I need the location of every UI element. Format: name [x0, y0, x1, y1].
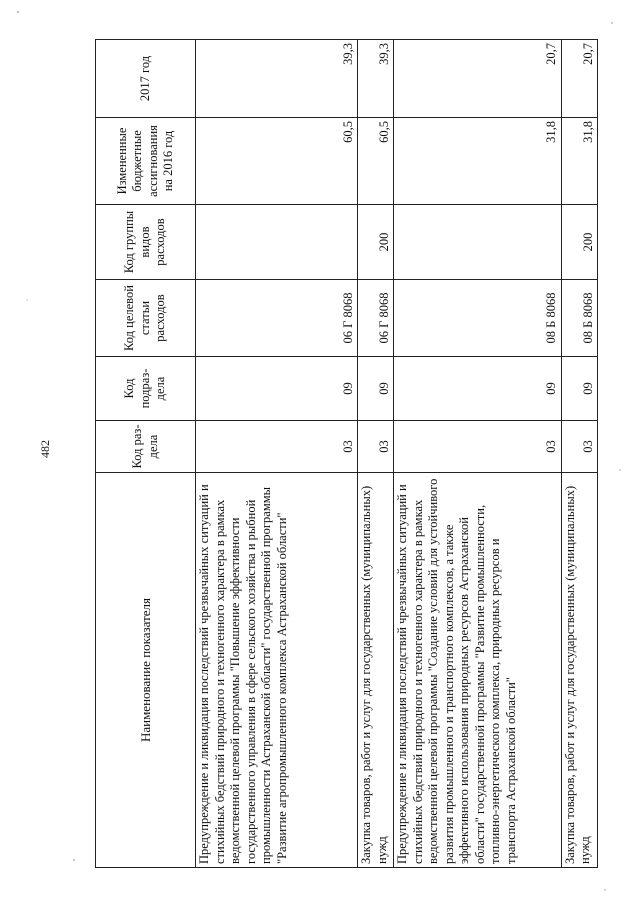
row-subsection-code: 09	[358, 357, 394, 421]
row-section-code: 03	[358, 421, 394, 473]
header-indicator-name: Наименование показателя	[96, 473, 196, 868]
scan-speck	[26, 299, 27, 300]
row-target-article-code: 06 Г 8068	[196, 280, 358, 357]
scan-speck	[611, 22, 612, 23]
row-target-article-code: 08 Б 8068	[394, 280, 562, 357]
row-subsection-code: 09	[196, 357, 358, 421]
row-budget-2017: 20,7	[561, 40, 597, 118]
table-row	[561, 40, 597, 868]
scan-speck	[619, 469, 620, 470]
table-row	[358, 40, 394, 868]
row-budget-2017: 39,3	[358, 40, 394, 118]
row-target-article-code: 06 Г 8068	[358, 280, 394, 357]
table-row	[394, 40, 562, 868]
row-section-code: 03	[196, 421, 358, 473]
header-section-code: Код раз-дела	[96, 421, 196, 473]
rotated-table-wrapper	[95, 40, 598, 868]
header-budget-2016: Измененные бюджетные ассигнования на 2016 год	[96, 118, 196, 205]
scan-speck	[604, 889, 605, 890]
scan-speck	[17, 11, 19, 13]
row-expense-type-code: 200	[561, 205, 597, 280]
scan-speck	[73, 859, 75, 861]
row-budget-2016: 60,5	[196, 118, 358, 205]
row-expense-type-code: 200	[358, 205, 394, 280]
row-budget-2016: 31,8	[394, 118, 562, 205]
row-subsection-code: 09	[561, 357, 597, 421]
row-subsection-code: 09	[394, 357, 562, 421]
header-year-2017: 2017 год	[96, 40, 196, 118]
page-number: 482	[38, 440, 52, 458]
row-section-code: 03	[394, 421, 562, 473]
row-budget-2017: 20,7	[394, 40, 562, 118]
table-header-row	[96, 40, 196, 868]
row-budget-2017: 39,3	[196, 40, 358, 118]
row-budget-2016: 60,5	[358, 118, 394, 205]
row-budget-2016: 31,8	[561, 118, 597, 205]
header-target-article-code: Код целевой статьи расходов	[96, 280, 196, 357]
row-indicator-name: Предупреждение и ликвидация последствий чрезвычайных ситуаций и стихийных бедствий природного и техногенного характера в рамках ведомственной целевой программы "Создание условий для устойчивого развития промышленного и транспортного комплексов, а также эффективного использования природных ресурсов Астраханской области" государственной программы "Развитие промышленности, топливно-энергетического комплекса, природных ресурсов и транспорта Астраханской области"	[394, 473, 562, 868]
row-section-code: 03	[561, 421, 597, 473]
row-indicator-name: Закупка товаров, работ и услуг для государственных (муниципальных) нужд	[561, 473, 597, 868]
row-indicator-name: Предупреждение и ликвидация последствий чрезвычайных ситуаций и стихийных бедствий природного и техногенного характера в рамках ведомственной целевой программы "Повышение эффективности государственного управления в сфере сельского хозяйства и рыбной промышленности Астраханской области" государственной программы "Развитие агропромышленного комплекса Астраханской области"	[196, 473, 358, 868]
budget-table-container	[95, 40, 598, 868]
row-target-article-code: 08 Б 8068	[561, 280, 597, 357]
table-row	[196, 40, 358, 868]
header-expense-type-code: Код группы видов расходов	[96, 205, 196, 280]
budget-table	[95, 39, 598, 868]
row-expense-type-code	[394, 205, 562, 280]
header-subsection-code: Код подраз-дела	[96, 357, 196, 421]
row-indicator-name: Закупка товаров, работ и услуг для государственных (муниципальных) нужд	[358, 473, 394, 868]
row-expense-type-code	[196, 205, 358, 280]
